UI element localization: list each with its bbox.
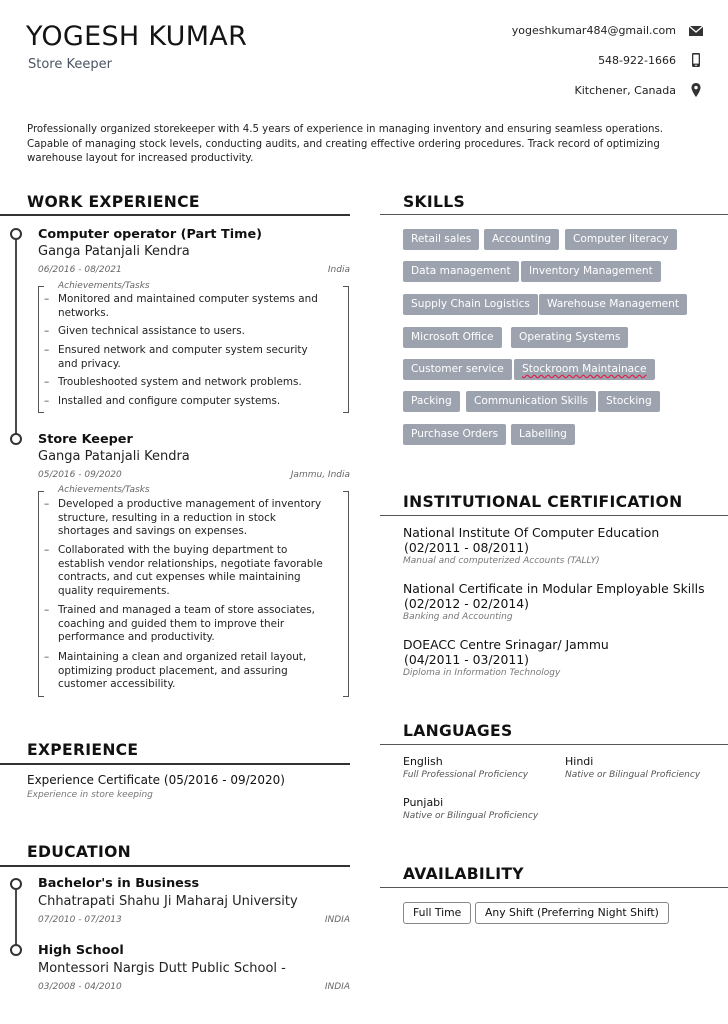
skill-tag: Purchase Orders — [403, 424, 506, 445]
availability-tag: Any Shift (Preferring Night Shift) — [475, 902, 669, 924]
skill-tag: Labelling — [511, 424, 575, 445]
skill-tag: Inventory Management — [521, 261, 661, 282]
availability-rule — [380, 887, 728, 888]
certification-name: National Institute Of Computer Education — [403, 525, 660, 540]
job-dates: 06/2016 - 08/2021 — [38, 265, 122, 275]
timeline-dot — [10, 228, 22, 240]
skills-heading: SKILLS — [403, 193, 466, 211]
experience-item: Experience Certificate (05/2016 - 09/2020) — [27, 773, 285, 787]
certification-desc: Banking and Accounting — [403, 612, 513, 622]
skill-tag: Customer service — [403, 359, 512, 380]
education-location: INDIA — [324, 982, 350, 992]
skill-tag: Supply Chain Logistics — [403, 294, 538, 315]
certification-dates: (04/2011 - 03/2011) — [404, 652, 529, 667]
skill-tag: Accounting — [484, 229, 559, 250]
education-degree: Bachelor's in Business — [38, 876, 200, 891]
job-bullet: – Given technical assistance to users. — [48, 325, 328, 339]
education-dates: 03/2008 - 04/2010 — [38, 982, 122, 992]
bracket-right — [343, 491, 349, 697]
certification-name: DOEACC Centre Srinagar/ Jammu — [403, 637, 609, 652]
summary-text: Professionally organized storekeeper with 4.5 years of experience in managing inventory and ensuring seamless operations. Capable of managing stock levels, conducting audits, and creating effective ordering procedures. Track record of optimizing warehouse layout for increased productivity. — [27, 124, 664, 164]
contact-email[interactable]: yogeshkumar484@gmail.com — [511, 24, 676, 37]
education-location: INDIA — [324, 915, 350, 925]
job-bullet: – Trained and managed a team of store associates, coaching and guided them to improve their performance and productivity. — [48, 604, 330, 645]
contact-phone[interactable]: 548-922-1666 — [598, 54, 676, 67]
language-level: Native or Bilingual Proficiency — [403, 811, 539, 821]
education-timeline-line — [15, 884, 17, 952]
education-dates: 07/2010 - 07/2013 — [38, 915, 122, 925]
bracket-left — [38, 491, 44, 697]
candidate-name: YOGESH KUMAR — [26, 21, 248, 52]
work-experience-rule — [0, 214, 350, 216]
experience-desc: Experience in store keeping — [27, 790, 153, 800]
experience-rule — [0, 763, 350, 765]
achievements-label: Achievements/Tasks — [58, 281, 150, 291]
certification-name: National Certificate in Modular Employable Skills — [403, 581, 705, 596]
contact-location: Kitchener, Canada — [574, 84, 676, 97]
job-location: Jammu, India — [290, 470, 350, 480]
languages-heading: LANGUAGES — [403, 722, 513, 740]
languages-rule — [380, 744, 728, 745]
achievements-label: Achievements/Tasks — [58, 485, 150, 495]
certification-desc: Diploma in Information Technology — [403, 668, 561, 678]
education-school: Montessori Nargis Dutt Public School - — [38, 961, 286, 976]
skill-tag: Communication Skills — [466, 391, 596, 412]
skill-tag: Operating Systems — [511, 327, 628, 348]
language-level: Native or Bilingual Proficiency — [565, 770, 701, 780]
education-school: Chhatrapati Shahu Ji Maharaj University — [38, 894, 298, 909]
job-title: Store Keeper — [38, 432, 133, 447]
job-bullet: – Developed a productive management of inventory structure, resulting in a reduction in stock shortages and savings on expenses. — [48, 498, 330, 539]
job-org: Ganga Patanjali Kendra — [38, 449, 190, 464]
bracket-right — [343, 286, 349, 413]
certification-desc: Manual and computerized Accounts (TALLY) — [403, 556, 600, 566]
job-bullet: – Ensured network and computer system security and privacy. — [48, 344, 328, 371]
certification-rule — [380, 515, 728, 516]
skill-tag: Computer literacy — [565, 229, 677, 250]
job-title: Computer operator (Part Time) — [38, 227, 262, 242]
skills-rule — [380, 214, 728, 215]
skill-tag: Warehouse Management — [539, 294, 687, 315]
experience-heading: EXPERIENCE — [27, 741, 139, 759]
availability-tag: Full Time — [403, 902, 471, 924]
job-dates: 05/2016 - 09/2020 — [38, 470, 122, 480]
phone-icon — [688, 52, 704, 68]
timeline-dot — [10, 433, 22, 445]
work-experience-heading: WORK EXPERIENCE — [27, 193, 200, 211]
skill-tag: Stockroom Maintainace — [514, 359, 655, 380]
education-rule — [0, 865, 350, 867]
language-level: Full Professional Proficiency — [403, 770, 529, 780]
job-org: Ganga Patanjali Kendra — [38, 244, 190, 259]
skill-tag: Retail sales — [403, 229, 479, 250]
timeline-dot — [10, 878, 22, 890]
education-heading: EDUCATION — [27, 843, 132, 861]
language-name: Punjabi — [403, 796, 444, 809]
job-location: India — [327, 265, 350, 275]
envelope-icon — [688, 23, 704, 39]
job-bullet: – Installed and configure computer systems. — [48, 395, 328, 409]
skill-tag: Packing — [403, 391, 460, 412]
candidate-role: Store Keeper — [28, 57, 112, 72]
skill-tag: Stocking — [598, 391, 660, 412]
availability-heading: AVAILABILITY — [403, 865, 524, 883]
timeline-dot — [10, 944, 22, 956]
language-name: English — [403, 755, 443, 768]
job-bullet: – Troubleshooted system and network problems. — [48, 376, 328, 390]
job-bullet: – Maintaining a clean and organized retail layout, optimizing product placement, and assuring customer accessibility. — [48, 651, 330, 692]
language-name: Hindi — [565, 755, 594, 768]
map-pin-icon — [688, 82, 704, 98]
skill-tag: Microsoft Office — [403, 327, 502, 348]
certification-dates: (02/2011 - 08/2011) — [404, 540, 529, 555]
certification-heading: INSTITUTIONAL CERTIFICATION — [403, 493, 683, 511]
skill-tag: Data management — [403, 261, 519, 282]
education-degree: High School — [38, 943, 124, 958]
job-bullet: – Collaborated with the buying department to establish vendor relationships, negotiate favorable contracts, and cut expenses while maintaining quality requirements. — [48, 544, 330, 599]
certification-dates: (02/2012 - 02/2014) — [404, 596, 529, 611]
work-timeline-line — [15, 234, 17, 442]
job-bullet: – Monitored and maintained computer systems and networks. — [48, 293, 328, 320]
